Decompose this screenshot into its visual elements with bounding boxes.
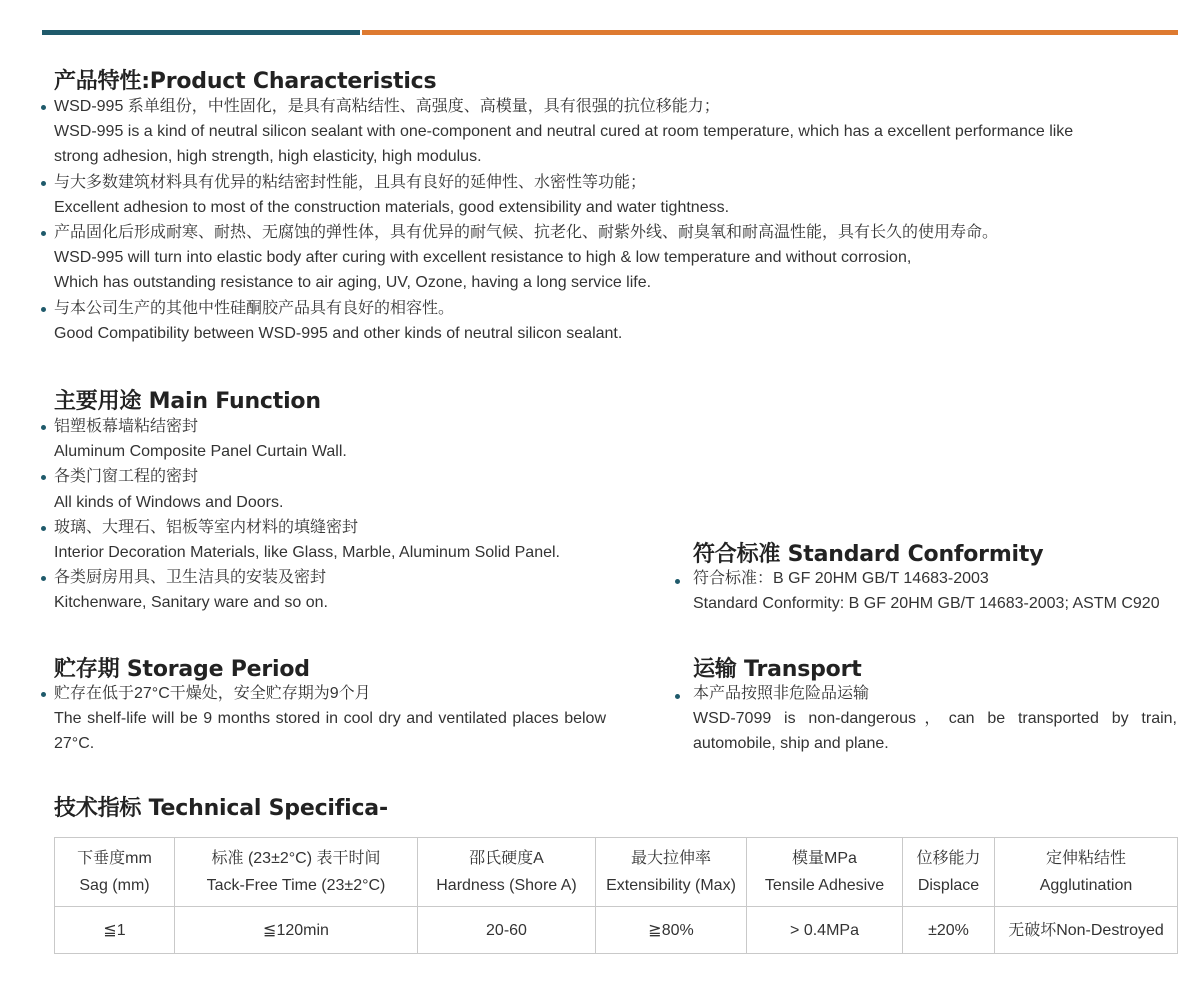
bullet-icon <box>41 425 46 430</box>
item-text-cn: 各类门窗工程的密封 <box>54 468 199 486</box>
table-cell: ≧80% <box>596 907 747 954</box>
table-header-cell <box>747 838 903 907</box>
item-text-en: WSD-995 is a kind of neutral silicon sealant with one-component and neutral cured at room temperature, which has a excellent performance like <box>54 123 1074 141</box>
list-item <box>54 414 654 464</box>
table-cell: ≦1 <box>55 907 175 954</box>
item-text-en: WSD-995 will turn into elastic body after curing with excellent resistance to high & low temperature and without corrosion, <box>54 249 912 267</box>
item-text-en: Aluminum Composite Panel Curtain Wall. <box>54 443 347 461</box>
header-en: Agglutination <box>1039 877 1133 894</box>
table-header-cell <box>995 838 1178 907</box>
main-function-title: 主要用途 Main Function <box>54 389 321 414</box>
list-item <box>54 464 654 514</box>
table-cell: ±20% <box>903 907 995 954</box>
item-text-cn: 玻璃、大理石、铝板等室内材料的填缝密封 <box>54 518 359 536</box>
table-cell: ≦120min <box>175 907 418 954</box>
bullet-icon <box>41 181 46 186</box>
table-cell: 无破坏Non-Destroyed <box>995 907 1178 954</box>
list-item <box>693 681 1177 757</box>
technical-title: 技术指标 Technical Specifica- <box>54 796 388 821</box>
list-item <box>54 220 1180 296</box>
header-en: Tack-Free Time (23±2°C) <box>206 877 386 894</box>
item-text-cn: 产品固化后形成耐寒、耐热、无腐蚀的弹性体，具有优异的耐气候、抗老化、耐紫外线、耐臭氧和耐高温性能，具有长久的使用寿命。 <box>54 224 999 242</box>
table-header-cell <box>903 838 995 907</box>
item-text-en: WSD-7099 is non-dangerous，can be transported by train, automobile, ship and plane. <box>693 710 1177 753</box>
item-text-cn: 与大多数建筑材料具有优异的粘结密封性能，且具有良好的延伸性、水密性等功能； <box>54 173 647 191</box>
list-item <box>54 296 1180 346</box>
item-text-en: Interior Decoration Materials, like Glass, Marble, Aluminum Solid Panel. <box>54 544 560 562</box>
header-accent-bar-teal <box>42 30 360 35</box>
item-text-cn: 贮存在低于27°C干燥处，安全贮存期为9个月 <box>54 685 371 702</box>
item-text-cn: 各类厨房用具、卫生洁具的安装及密封 <box>54 569 327 587</box>
table-header-cell <box>55 838 175 907</box>
table-cell: > 0.4MPa <box>747 907 903 954</box>
standard-title: 符合标准 Standard Conformity <box>693 542 1044 567</box>
header-cn: 下垂度mm <box>77 850 152 867</box>
bullet-icon <box>675 694 680 699</box>
bullet-icon <box>41 231 46 236</box>
header-en: Hardness (Shore A) <box>436 877 577 894</box>
transport-list <box>693 681 1177 757</box>
item-text-en: Kitchenware, Sanitary ware and so on. <box>54 594 328 612</box>
item-text-en: Excellent adhesion to most of the construction materials, good extensibility and water tightness. <box>54 198 730 216</box>
table-header-row <box>55 838 1178 907</box>
item-text-en: All kinds of Windows and Doors. <box>54 493 284 511</box>
header-cn: 标准 (23±2°C) 表干时间 <box>211 850 381 867</box>
item-text-en: strong adhesion, high strength, high elasticity, high modulus. <box>54 148 482 166</box>
header-cn: 位移能力 <box>916 850 981 867</box>
header-en: Displace <box>917 877 980 894</box>
transport-title: 运输 Transport <box>693 657 862 682</box>
header-en: Tensile Adhesive <box>764 877 885 894</box>
bullet-icon <box>41 307 46 312</box>
characteristics-title: 产品特性:Product Characteristics <box>54 69 437 94</box>
list-item <box>54 515 654 565</box>
item-text-cn: 本产品按照非危险品运输 <box>693 685 870 702</box>
spec-table <box>54 837 1178 954</box>
characteristics-list <box>54 94 1180 346</box>
header-cn: 模量MPa <box>792 850 857 867</box>
item-text-cn: 与本公司生产的其他中性硅酮胶产品具有良好的相容性。 <box>54 299 455 317</box>
item-text-cn: 符合标准：B GF 20HM GB/T 14683-2003 <box>693 570 989 587</box>
item-text-en: Standard Conformity: B GF 20HM GB/T 14683-2003; ASTM C920 <box>693 595 1160 613</box>
header-en: Sag (mm) <box>79 877 150 894</box>
bullet-icon <box>41 576 46 581</box>
table-header-cell <box>418 838 596 907</box>
list-item <box>54 94 1180 170</box>
item-text-cn: 铝塑板幕墙粘结密封 <box>54 418 199 435</box>
header-cn: 最大拉伸率 <box>630 850 711 867</box>
list-item <box>54 565 654 615</box>
header-en: Extensibility (Max) <box>606 877 736 894</box>
list-item <box>693 566 1183 616</box>
header-cn: 邵氏硬度A <box>469 850 544 867</box>
list-item <box>54 681 606 757</box>
bullet-icon <box>675 579 680 584</box>
item-text-en: Which has outstanding resistance to air aging, UV, Ozone, having a long service life. <box>54 274 652 292</box>
list-item <box>54 170 1180 220</box>
header-accent-bar-orange <box>362 30 1178 35</box>
bullet-icon <box>41 105 46 110</box>
item-text-en: The shelf-life will be 9 months stored in cool dry and ventilated places below 27°C. <box>54 710 606 753</box>
storage-title: 贮存期 Storage Period <box>54 657 310 682</box>
item-text-cn: WSD-995 系单组份，中性固化，是具有高粘结性、高强度、高模量，具有很强的抗位移能力； <box>54 98 720 115</box>
header-cn: 定伸粘结性 <box>1045 850 1126 867</box>
bullet-icon <box>41 475 46 480</box>
item-text-en: Good Compatibility between WSD-995 and other kinds of neutral silicon sealant. <box>54 324 623 342</box>
standard-list <box>693 566 1183 616</box>
table-header-cell <box>596 838 747 907</box>
main-function-list <box>54 414 654 616</box>
table-cell: 20-60 <box>418 907 596 954</box>
storage-list <box>54 681 606 757</box>
bullet-icon <box>41 526 46 531</box>
table-header-cell <box>175 838 418 907</box>
bullet-icon <box>41 692 46 697</box>
table-row <box>55 907 1178 954</box>
